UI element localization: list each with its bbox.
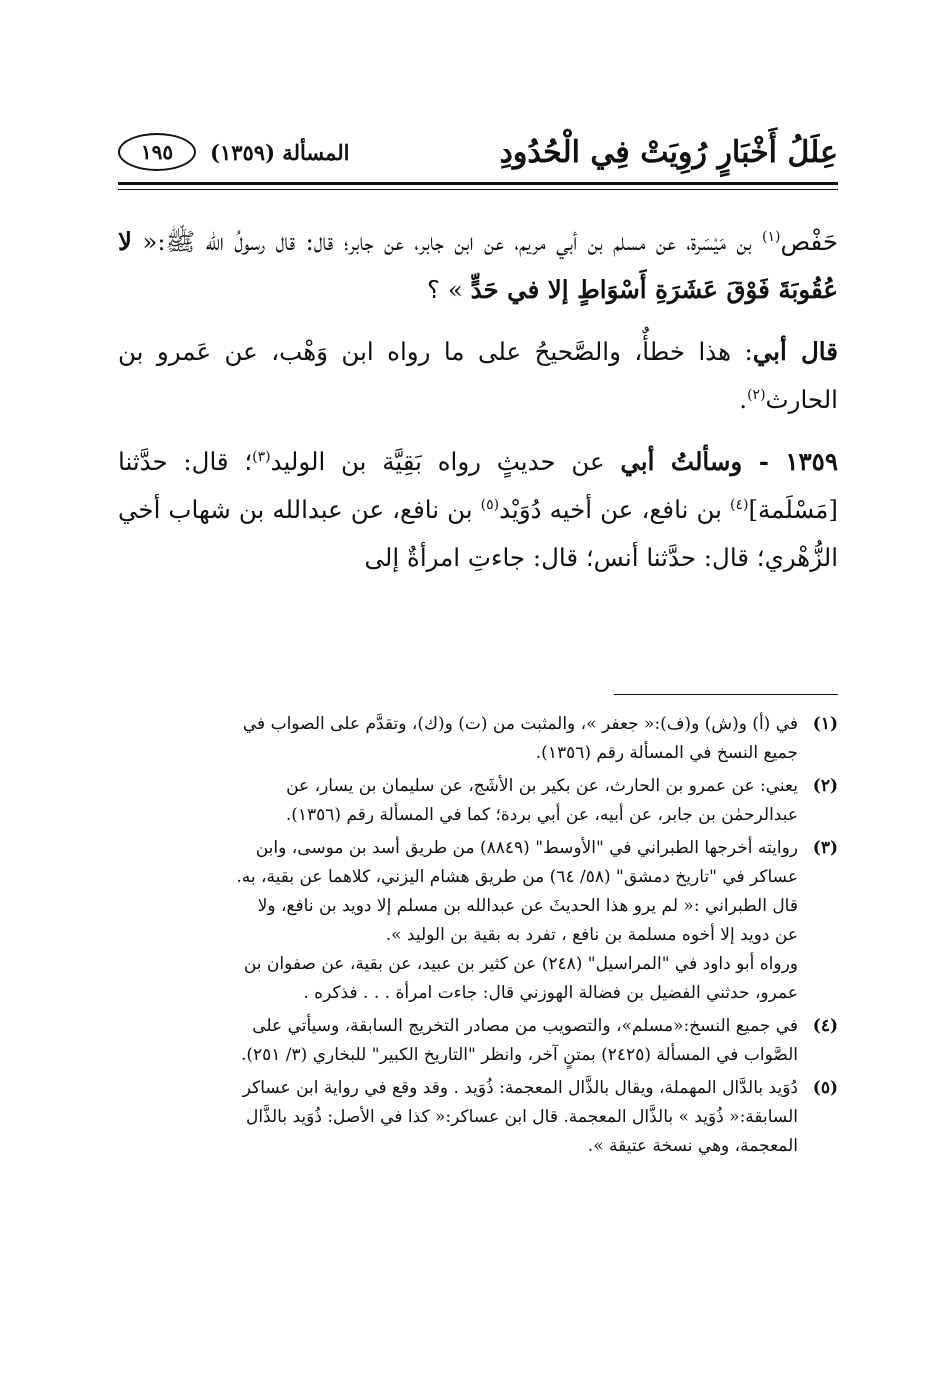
footnote-line: في جميع النسخ:«مسلم»، والتصويب من مصادر التخريج السابقة، وسيأتي على bbox=[252, 1016, 798, 1036]
text: عن حديثٍ رواه بَقِيَّة بن الوليد bbox=[270, 447, 621, 476]
footnote-ref-1: (١) bbox=[761, 228, 781, 245]
footnote-number: (٥) bbox=[812, 1078, 838, 1098]
footnote-line: عمرو، حدثني الفضيل بن فضالة الهوزني قال: جاءت امرأة . . . فذكره . bbox=[303, 983, 798, 1003]
footnote-line: عساكر في "تاريخ دمشق" (٥٨/ ٦٤) من طريق هشام اليزني، كلاهما عن بقية، به. bbox=[236, 867, 798, 887]
footnote-line: روايته أخرجها الطبراني في "الأوسط" (٨٨٤٩) من طريق أسد بن موسى، وابن bbox=[255, 838, 798, 858]
footnote-3 bbox=[118, 834, 838, 1008]
header-rule-thick bbox=[118, 182, 838, 185]
footnote-line: قال الطبراني :« لم يرو هذا الحديثَ عن عبدالله بن مسلم إلا دويد بن نافع، ولا bbox=[257, 896, 798, 916]
running-title: عِلَلُ أَخْبَارٍ رُوِيَتْ فِي الْحُدُودِ bbox=[499, 134, 838, 170]
paragraph-3 bbox=[118, 438, 838, 582]
text: : هذا خطأٌ، والصَّحيحُ على ما رواه ابن وَهْب، عن عَمرو بن الحارث bbox=[118, 337, 838, 414]
footnote-line: جميع النسخ في المسألة رقم (١٣٥٦). bbox=[535, 743, 798, 763]
footnote-line: عبدالرحمٰن بن جابر، عن أبيه، عن أبي بردة؛ كما في المسألة رقم (١٣٥٦). bbox=[285, 805, 798, 825]
footnotes bbox=[118, 710, 838, 1165]
page-number: ١٩٥ bbox=[118, 133, 196, 171]
footnote-body bbox=[118, 710, 798, 768]
header-rule-thin bbox=[118, 189, 838, 190]
footnote-number: (٤) bbox=[812, 1016, 838, 1036]
footnote-line: في (أ) و(ش) و(ف):« جعفر »، والمثبت من (ت) و(ك)، وتقدَّم على الصواب في bbox=[242, 714, 798, 734]
paragraph-1 bbox=[118, 218, 838, 314]
footnote-line: يعني: عن عمرو بن الحارث، عن بكير بن الأشَج، عن سليمان بن يسار، عن bbox=[286, 776, 798, 796]
footnote-separator bbox=[614, 694, 838, 695]
footnote-line: عن دويد إلا أخوه مسلمة بن نافع ، تفرد به بقية بن الوليد ». bbox=[385, 925, 798, 945]
footnote-ref-4: (٤) bbox=[730, 496, 749, 513]
text: ؛ قال: حدَّثنا [مَسْلَمة] bbox=[118, 447, 838, 524]
header-meta bbox=[118, 133, 349, 171]
footnote-line: المعجمة، وهي نسخة عتيقة ». bbox=[587, 1136, 798, 1156]
issue-heading: ١٣٥٩ - وسألتُ أبي bbox=[620, 447, 838, 476]
footnote-1 bbox=[118, 710, 838, 768]
text: بن نافع، عن أخيه دُوَيْد bbox=[499, 495, 731, 524]
footnote-body bbox=[118, 1012, 798, 1070]
footnote-line: دُوَيد بالدَّال المهملة، ويقال بالذَّال المعجمة: ذُوَيد . وقد وقع في رواية ابن عساكر bbox=[242, 1078, 798, 1098]
footnote-5 bbox=[118, 1074, 838, 1161]
footnote-ref-3: (٣) bbox=[252, 448, 271, 465]
footnote-line: ورواه أبو داود في "المراسيل" (٢٤٨) عن كثير بن عبيد، عن بقية، عن صفوان بن bbox=[243, 954, 798, 974]
footnote-4 bbox=[118, 1012, 838, 1070]
hadith-text: لا عُقُوبَةَ فَوْقَ عَشَرَةِ أَسْوَاطٍ إلا في حَدٍّ bbox=[118, 227, 838, 304]
paragraph-2 bbox=[118, 328, 838, 424]
text: . bbox=[739, 385, 748, 414]
speaker-label: قال أبي bbox=[752, 337, 838, 366]
footnote-ref-5: (٥) bbox=[480, 496, 500, 513]
footnote-ref-2: (٢) bbox=[747, 386, 766, 403]
footnote-body bbox=[118, 1074, 798, 1161]
text: حَفْص bbox=[780, 227, 838, 256]
footnote-number: (٢) bbox=[812, 776, 838, 796]
text: بن نافع، عن عبدالله بن شهاب أخي الزُّهْري؛ قال: حدَّثنا أنس؛ قال: جاءتِ امرأةٌ إلى bbox=[118, 495, 838, 572]
page-header bbox=[118, 128, 838, 176]
text: » ؟ bbox=[427, 275, 471, 304]
text: بن مَيْسَرة، عن مسلم بن أبي مريم، عن ابن جابر، عن جابر؛ قال: قال رسولُ الله ﷺ:« bbox=[131, 227, 762, 256]
footnote-body bbox=[118, 772, 798, 830]
main-text bbox=[118, 218, 838, 596]
footnote-number: (١) bbox=[812, 714, 838, 734]
footnote-body bbox=[118, 834, 798, 1008]
footnote-line: السابقة:« ذُوَيد » بالذَّال المعجمة. قال ابن عساكر:« كذا في الأصل: ذُوَيد بالذَّال bbox=[245, 1107, 798, 1127]
issue-label: المسألة (١٣٥٩) bbox=[210, 139, 350, 165]
footnote-line: الصَّواب في المسألة (٢٤٢٥) بمتنٍ آخر، وانظر "التاريخ الكبير" للبخاري (٣/ ٢٥١). bbox=[240, 1045, 798, 1065]
footnote-number: (٣) bbox=[812, 838, 838, 858]
footnote-2 bbox=[118, 772, 838, 830]
